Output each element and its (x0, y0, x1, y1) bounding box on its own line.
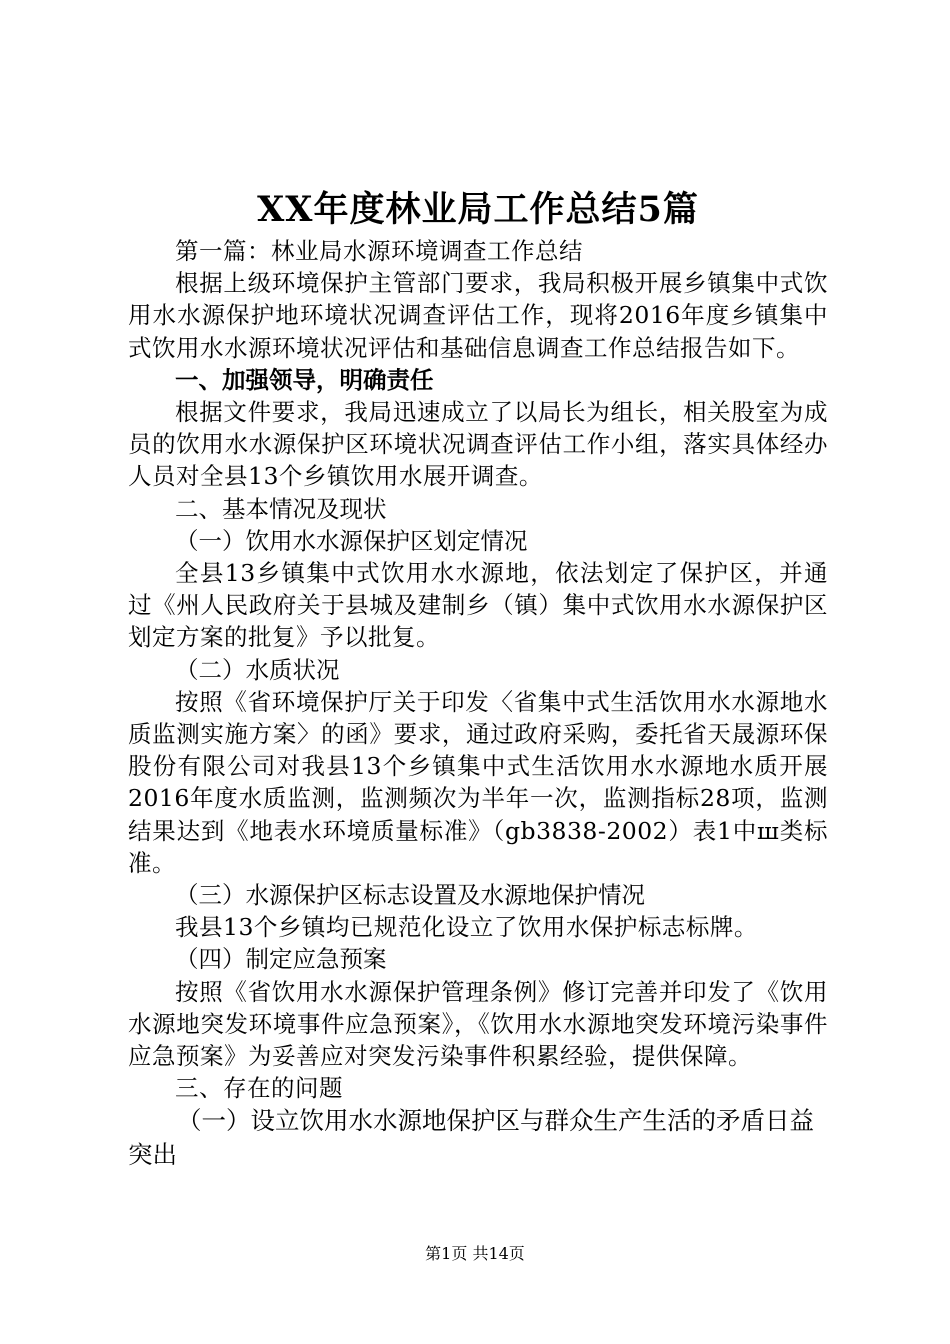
paragraph-signage: 我县13个乡镇均已规范化设立了饮用水保护标志标牌。 (175, 913, 758, 942)
subheading-emergency-plan: （四）制定应急预案 (175, 945, 387, 974)
heading-problems: 三、存在的问题 (175, 1074, 343, 1103)
paragraph-intro: 根据上级环境保护主管部门要求，我局积极开展乡镇集中式饮用水水源保护地环境状况调查评估工作，现将2016年度乡镇集中式饮用水水源环境状况评估和基础信息调查工作总结报告如下。 (128, 269, 828, 362)
paragraph-emergency-plan: 按照《省饮用水水源保护管理条例》修订完善并印发了《饮用水源地突发环境事件应急预案》，《饮用水水源地突发环境污染事件应急预案》为妥善应对突发污染事件积累经验，提供保障。 (128, 977, 828, 1071)
page-number: 第1页 共14页 (425, 1244, 525, 1263)
heading-basic-situation: 二、基本情况及现状 (175, 494, 387, 523)
paragraph-protection-zone: 全县13乡镇集中式饮用水水源地，依法划定了保护区，并通过《州人民政府关于县城及建制乡（镇）集中式饮用水水源保护区划定方案的批复》予以批复。 (128, 559, 828, 652)
subheading-water-quality: （二）水质状况 (175, 655, 340, 684)
subheading-signage: （三）水源保护区标志设置及水源地保护情况 (175, 881, 645, 910)
document-title: XX年度林业局工作总结5篇 (257, 189, 699, 230)
document-body (128, 188, 828, 1172)
subheading-conflict: （一）设立饮用水水源地保护区与群众生产生活的矛盾日益突出 (128, 1106, 814, 1170)
subheading-protection-zone: （一）饮用水水源保护区划定情况 (175, 526, 528, 555)
paragraph-water-quality: 按照《省环境保护厅关于印发〈省集中式生活饮用水水源地水质监测实施方案〉的函》要求，通过政府采购，委托省天晟源环保股份有限公司对我县13个乡镇集中式生活饮用水水源地水质开展2016年度水质监测，监测频次为半年一次，监测指标28项，监测结果达到《地表水环境质量标准》（gb3838-2002）表1中ш类标准。 (128, 687, 828, 877)
paragraph-leadership: 根据文件要求，我局迅速成立了以局长为组长，相关股室为成员的饮用水水源保护区环境状况调查评估工作小组，落实具体经办人员对全县13个乡镇饮用水展开调查。 (128, 398, 828, 491)
section-heading-part-one: 第一篇：林业局水源环境调查工作总结 (175, 237, 583, 265)
heading-leadership: 一、加强领导，明确责任 (175, 365, 434, 394)
